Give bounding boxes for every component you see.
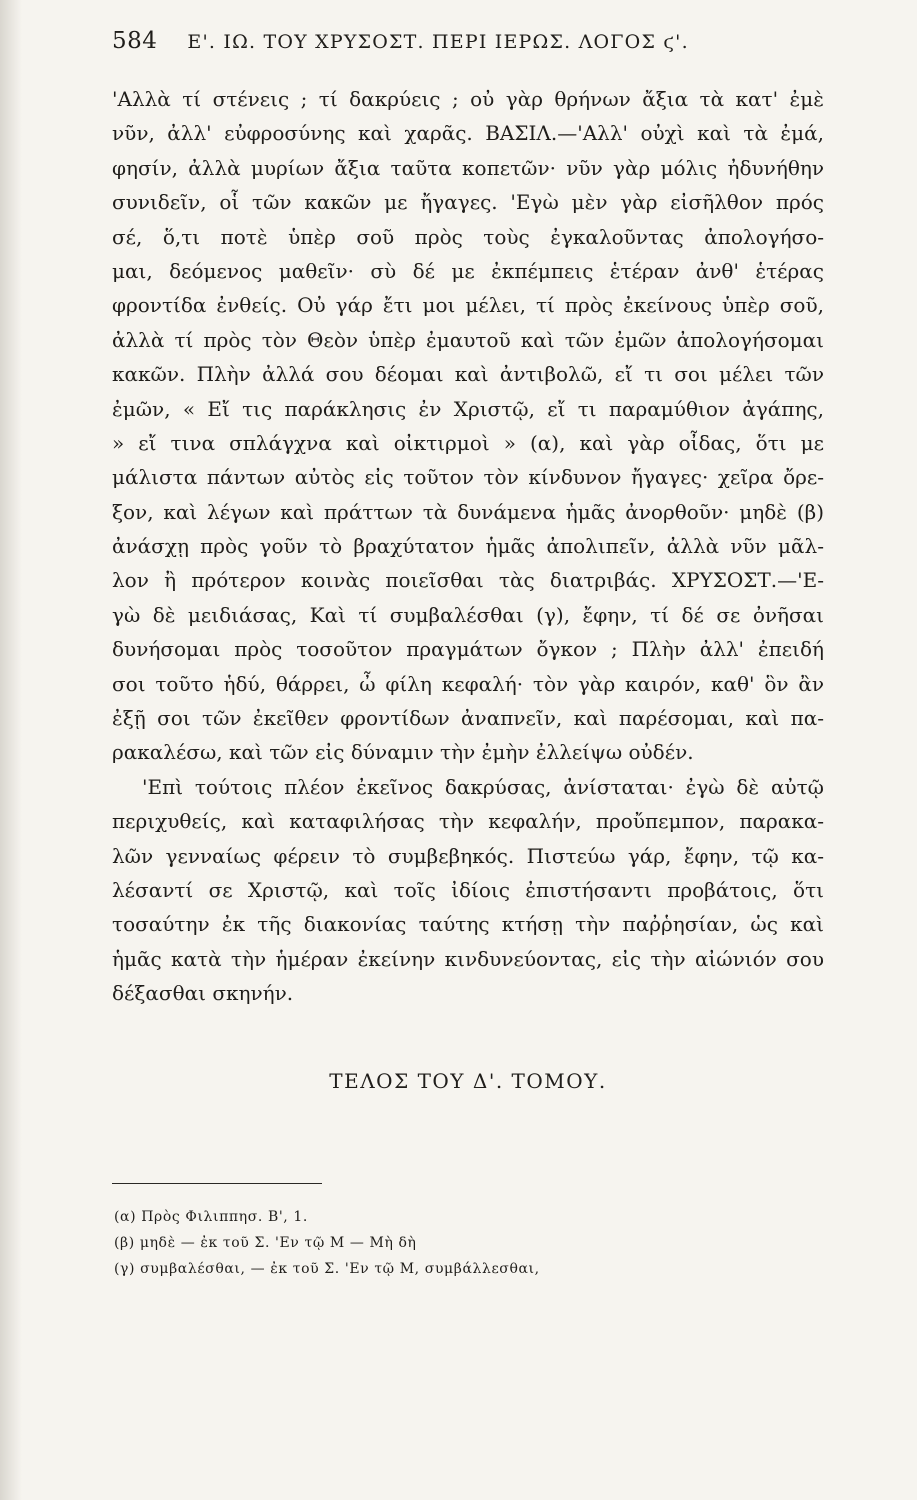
text-line: ἡμᾶς κατὰ τὴν ἡμέραν ἐκείνην κινδυνεύοντας, εἰς τὴν αἰώνιόν σου [112,946,824,971]
text-line: ἀλλὰ τί πρὸς τὸν Θεὸν ὑπὲρ ἐμαυτοῦ καὶ τῶν ἐμῶν ἀπολογήσομαι [112,327,824,352]
text-line: μάλιστα πάντων αὐτὸς εἰς τοῦτον τὸν κίνδυνον ἤγαγες· χεῖρα ὄρε- [112,465,824,490]
body-text [112,82,824,1011]
text-line: ἀνάσχῃ πρὸς γοῦν τὸ βραχύτατον ἡμᾶς ἀπολιπεῖν, ἀλλὰ νῦν μᾶλ- [112,534,824,559]
text-line: ἐμῶν, « Εἴ τις παράκλησις ἐν Χριστῷ, εἴ τι παραμύθιον ἀγάπης, [112,396,824,421]
footnote-a: (α) Πρὸς Φιλιππησ. Β', 1. [114,1209,308,1225]
text-line: λέσαντί σε Χριστῷ, καὶ τοῖς ἰδίοις ἐπιστήσαντι προβάτοις, ὅτι [112,877,824,902]
text-line: ξον, καὶ λέγων καὶ πράττων τὰ δυνάμενα ἡμᾶς ἀνορθοῦν· μηδὲ (β) [112,499,824,524]
text-line: δυνήσομαι πρὸς τοσοῦτον πραγμάτων ὄγκον ; Πλὴν ἀλλ' ἐπειδή [112,637,824,662]
text-line: σοι τοῦτο ἡδύ, θάρρει, ὦ φίλη κεφαλή· τὸν γὰρ καιρόν, καθ' ὃν ἂν [112,671,824,696]
book-page [112,28,824,1093]
text-line: γὼ δὲ μειδιάσας, Καὶ τί συμβαλέσθαι (γ), ἔφην, τί δέ σε ὀνῆσαι [112,602,824,627]
footnote-b: (β) μηδὲ — ἐκ τοῦ Σ. 'Εν τῷ Μ — Μὴ δὴ [114,1235,417,1251]
text-line: φησίν, ἀλλὰ μυρίων ἄξια ταῦτα κοπετῶν· νῦν γὰρ μόλις ἠδυνήθην [112,155,824,180]
text-line: σέ, ὅ,τι ποτὲ ὑπὲρ σοῦ πρὸς τοὺς ἐγκαλοῦντας ἀπολογήσο- [112,224,824,249]
running-head-title: Ε'. ΙΩ. ΤΟΥ ΧΡΥΣΟΣΤ. ΠΕΡΙ ΙΕΡΩΣ. ΛΟΓΟΣ ϛ'. [187,31,689,53]
text-line: δέξασθαι σκηνήν. [112,981,294,1006]
scan-edge-shadow [0,0,22,1500]
text-line: λῶν γενναίως φέρειν τὸ συμβεβηκός. Πιστεύω γάρ, ἔφην, τῷ κα- [112,843,824,868]
text-line: κακῶν. Πλὴν ἀλλά σου δέομαι καὶ ἀντιβολῶ, εἴ τι σοι μέλει τῶν [112,362,824,387]
text-line: περιχυθείς, καὶ καταφιλήσας τὴν κεφαλήν, προὔπεμπον, παρακα- [112,809,824,834]
text-line: » εἴ τινα σπλάγχνα καὶ οἰκτιρμοὶ » (α), καὶ γὰρ οἶδας, ὅτι με [112,430,824,455]
running-head [112,28,824,72]
text-line: λον ἢ πρότερον κοινὰς ποιεῖσθαι τὰς διατριβάς. ΧΡΥΣΟΣΤ.—'Ε- [112,568,824,593]
text-line: τοσαύτην ἐκ τῆς διακονίας ταύτης κτήσῃ τὴν παῤῥησίαν, ὡς καὶ [112,912,824,937]
text-line: ἐξῇ σοι τῶν ἐκεῖθεν φροντίδων ἀναπνεῖν, καὶ παρέσομαι, καὶ πα- [112,706,824,731]
page-number: 584 [112,28,158,54]
volume-end-mark: ΤΕΛΟΣ ΤΟΥ Δ'. ΤΟΜΟΥ. [329,1068,607,1093]
footnotes [114,1204,814,1282]
footnote-c: (γ) συμβαλέσθαι, — ἐκ τοῦ Σ. 'Εν τῷ Μ, συμβάλλεσθαι, [114,1261,540,1277]
text-line: νῦν, ἀλλ' εὐφροσύνης καὶ χαρᾶς. ΒΑΣΙΛ.—'Αλλ' οὐχὶ καὶ τὰ ἐμά, [112,121,824,146]
text-line: ρακαλέσω, καὶ τῶν εἰς δύναμιν τὴν ἐμὴν ἐλλείψω οὐδέν. [112,740,694,765]
text-line: φροντίδα ἐνθείς. Οὐ γάρ ἔτι μοι μέλει, τί πρὸς ἐκείνους ὑπὲρ σοῦ, [112,293,824,318]
text-line: μαι, δεόμενος μαθεῖν· σὺ δέ με ἐκπέμπεις ἑτέραν ἀνθ' ἑτέρας [112,258,824,283]
text-line: 'Επὶ τούτοις πλέον ἐκεῖνος δακρύσας, ἀνίσταται· ἐγὼ δὲ αὐτῷ [142,774,824,799]
footnote-divider [112,1183,322,1184]
text-line: 'Αλλὰ τί στένεις ; τί δακρύεις ; οὐ γὰρ θρήνων ἄξια τὰ κατ' ἐμὲ [112,87,824,111]
text-line: συνιδεῖν, οἷ τῶν κακῶν με ἤγαγες. 'Εγὼ μὲν γὰρ εἰσῆλθον πρός [112,190,824,215]
